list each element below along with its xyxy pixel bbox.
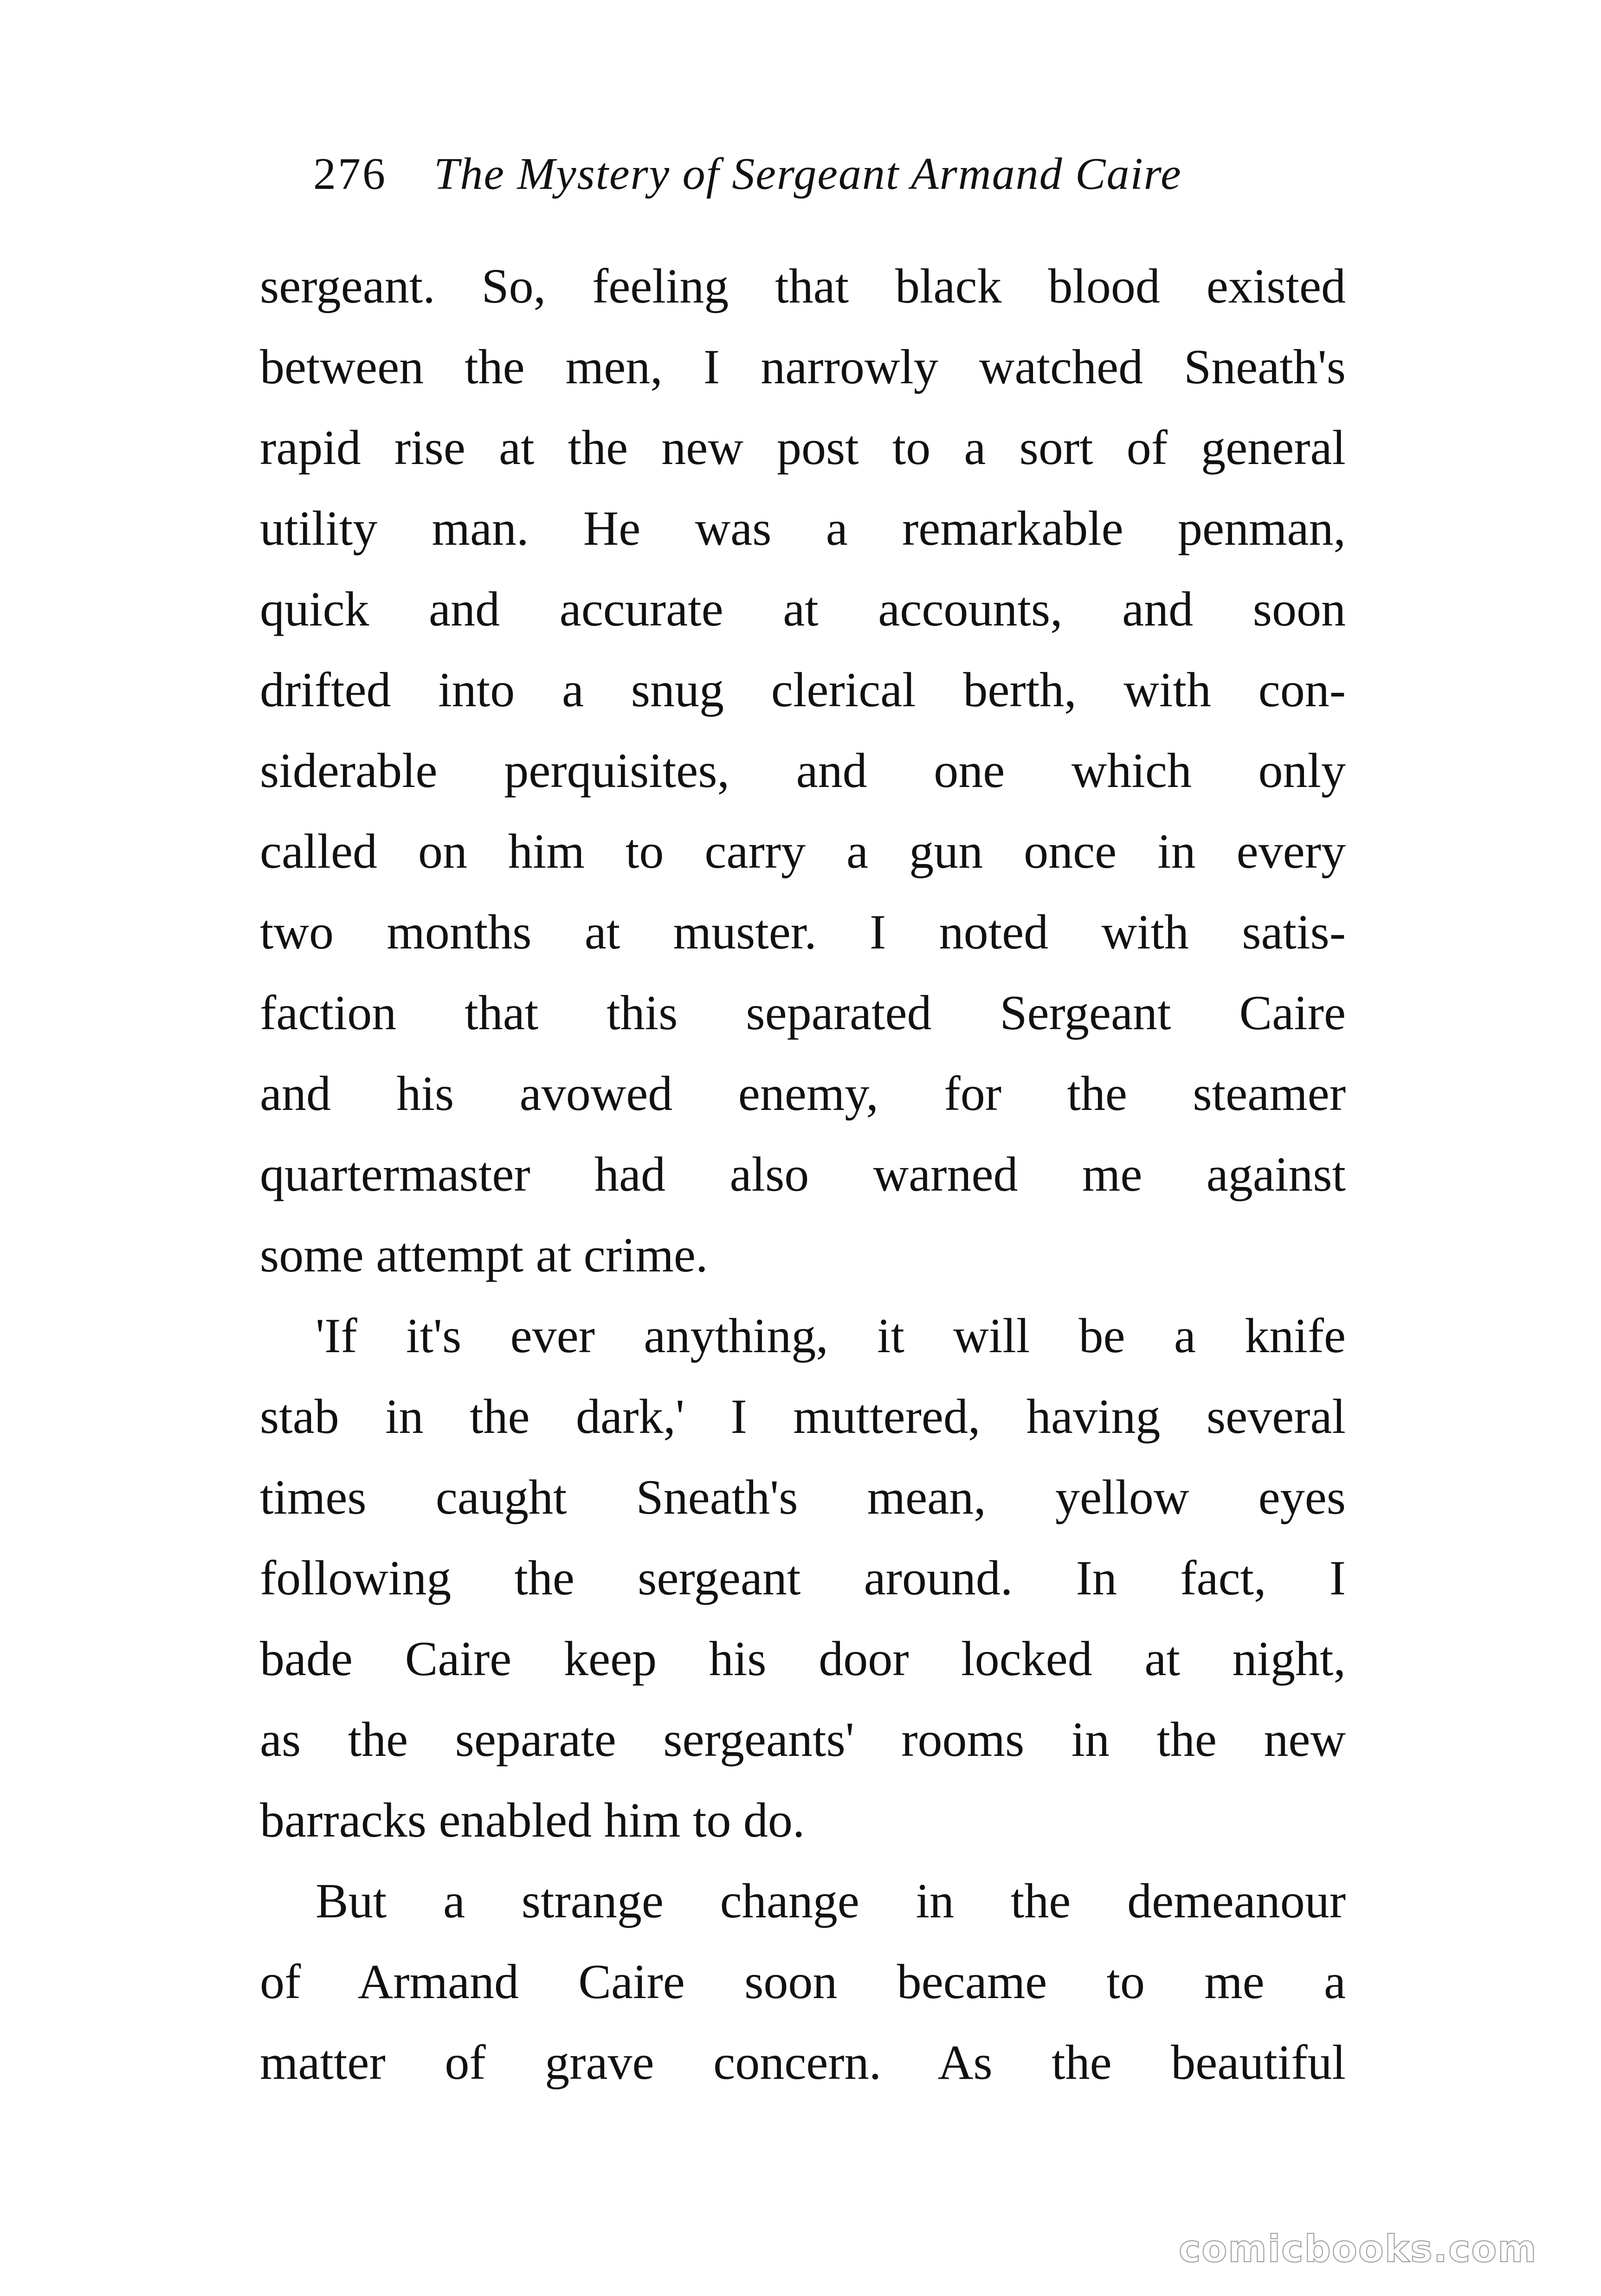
- text-line: quartermaster had also warned me against: [260, 1147, 1346, 1201]
- text-line: utility man. He was a remarkable penman,: [260, 501, 1346, 555]
- text-line: and his avowed enemy, for the steamer: [260, 1066, 1346, 1121]
- text-line: between the men, I narrowly watched Sneath's: [260, 340, 1346, 394]
- text-line: as the separate sergeants' rooms in the new: [260, 1712, 1346, 1767]
- text-line: bade Caire keep his door locked at night,: [260, 1632, 1346, 1686]
- text-line: drifted into a snug clerical berth, with con-: [260, 663, 1346, 717]
- text-line: sergeant. So, feeling that black blood existed: [260, 259, 1346, 313]
- text-line: But a strange change in the demeanour: [316, 1874, 1346, 1928]
- text-line: matter of grave concern. As the beautiful: [260, 2035, 1346, 2090]
- page-number: 276: [313, 149, 387, 199]
- running-title: The Mystery of Sergeant Armand Caire: [434, 149, 1182, 199]
- text-line: following the sergeant around. In fact, I: [260, 1551, 1346, 1605]
- text-line: times caught Sneath's mean, yellow eyes: [260, 1470, 1346, 1524]
- text-line: of Armand Caire soon became to me a: [260, 1954, 1346, 2009]
- text-line: called on him to carry a gun once in every: [260, 824, 1346, 878]
- text-line: two months at muster. I noted with satis-: [260, 905, 1346, 959]
- text-line: barracks enabled him to do.: [260, 1793, 805, 1847]
- body-text: [260, 246, 1346, 2103]
- text-line: some attempt at crime.: [260, 1228, 708, 1282]
- page-header: [313, 139, 1353, 209]
- text-line: stab in the dark,' I muttered, having several: [260, 1389, 1346, 1444]
- text-line: siderable perquisites, and one which only: [260, 743, 1346, 798]
- text-line: faction that this separated Sergeant Caire: [260, 986, 1346, 1040]
- text-line: quick and accurate at accounts, and soon: [260, 582, 1346, 636]
- text-line: rapid rise at the new post to a sort of general: [260, 420, 1346, 475]
- text-line: 'If it's ever anything, it will be a knife: [316, 1309, 1346, 1363]
- watermark: comicbooks.com: [1179, 2227, 1537, 2270]
